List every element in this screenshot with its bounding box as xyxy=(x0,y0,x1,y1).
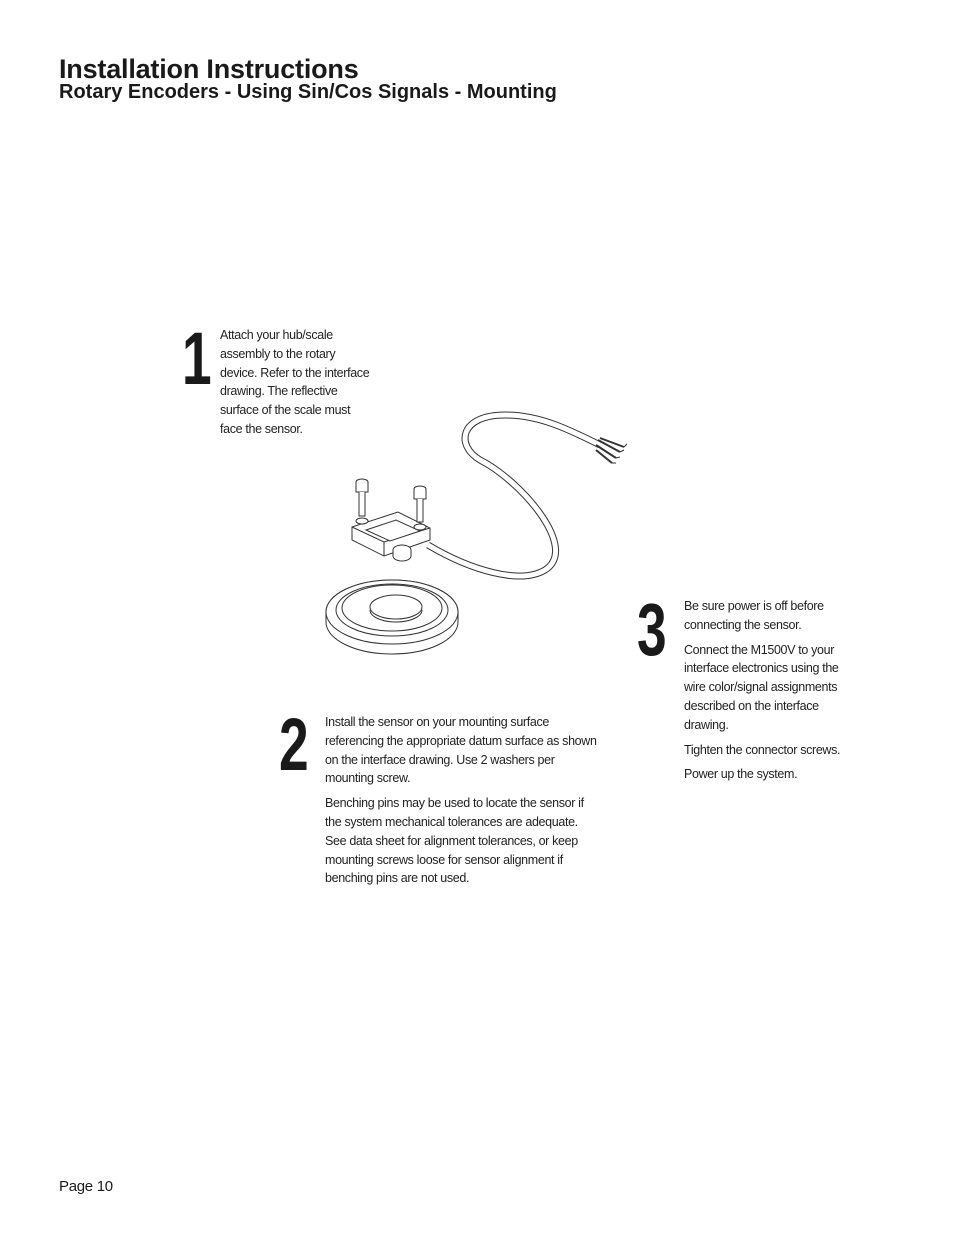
step-1-number: 1 xyxy=(182,317,212,400)
sensor-cable xyxy=(428,415,627,576)
step-3-paragraph: Tighten the connector screws. xyxy=(684,742,841,757)
mounting-screw-left xyxy=(356,479,368,524)
step-2-paragraph: Benching pins may be used to locate the sensor if the system mechanical tolerances are adequate. See data sheet for alignment tolerances, or keep mounting screws loose for sensor alignment if benching pins are not used. xyxy=(325,796,584,886)
page-number: Page 10 xyxy=(59,1178,113,1195)
step-3-paragraph: Power up the system. xyxy=(684,767,798,782)
step-1-paragraph: Attach your hub/scale assembly to the rotary device. Refer to the interface drawing. The reflective surface of the scale must face the sensor. xyxy=(220,328,370,436)
step-3-paragraph: Be sure power is off before connecting the sensor. xyxy=(684,599,824,632)
page-subtitle: Rotary Encoders - Using Sin/Cos Signals - Mounting xyxy=(59,81,557,103)
page-title: Installation Instructions xyxy=(59,54,359,84)
step-2-number: 2 xyxy=(279,703,309,786)
step-2-paragraph: Install the sensor on your mounting surface referencing the appropriate datum surface as shown on the interface drawing. Use 2 washers per mounting screw. xyxy=(325,715,597,786)
step-3-paragraph: Connect the M1500V to your interface electronics using the wire color/signal assignments described on the interface drawing. xyxy=(684,642,839,732)
step-3-number: 3 xyxy=(637,588,667,671)
hub-scale-ring xyxy=(326,580,458,654)
